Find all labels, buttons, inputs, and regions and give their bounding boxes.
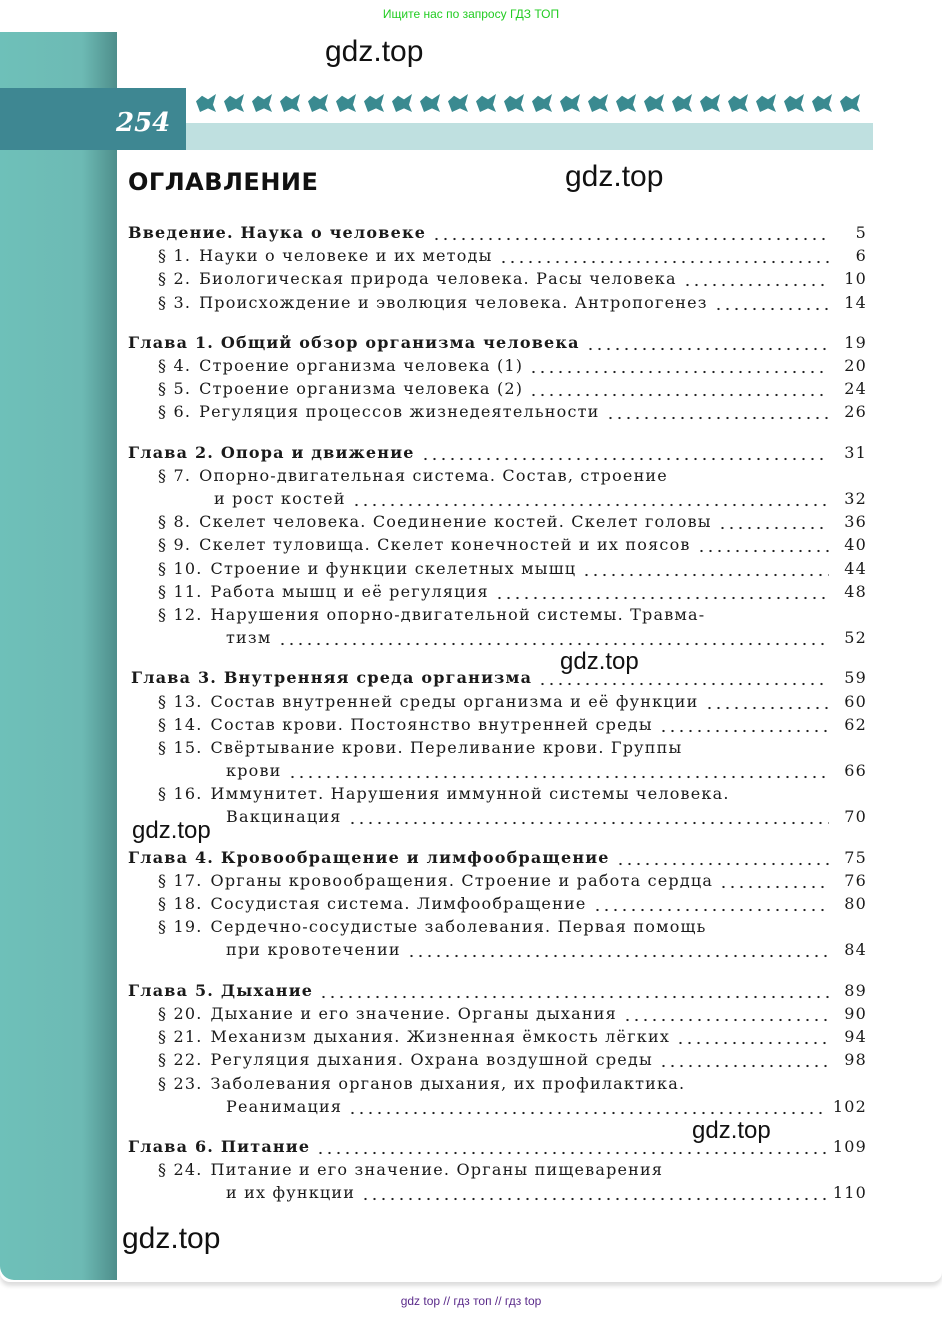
section-number: § 13. (158, 692, 203, 711)
toc-entry[interactable] (226, 1097, 867, 1119)
animal-icon (280, 94, 300, 112)
section-number: § 10. (158, 559, 203, 578)
page-ref: 89 (844, 981, 867, 1000)
animal-icon (420, 94, 440, 112)
entry-title: Органы кровообращения. Строение и работа сердца (210, 871, 714, 890)
section-number: § 3. (158, 293, 192, 312)
animal-icon (476, 94, 496, 112)
leader-dots (676, 1041, 829, 1045)
toc-entry[interactable] (158, 269, 867, 291)
leader-dots (683, 283, 829, 287)
leader-dots (288, 775, 829, 779)
animal-icon (644, 94, 664, 112)
page-ref: 109 (832, 1137, 867, 1156)
entry-title: Свёртывание крови. Переливание крови. Группы (210, 738, 683, 757)
search-hint-banner: Ищите нас по запросу ГДЗ ТОП (382, 7, 560, 21)
animal-icon (672, 94, 692, 112)
entry-title: Строение и функции скелетных мышц (210, 559, 577, 578)
toc-entry[interactable] (158, 871, 867, 893)
entry-title: Питание и его значение. Органы пищеварения (210, 1160, 664, 1179)
entry-title-continued: и рост костей (214, 489, 346, 508)
leader-dots (495, 596, 829, 600)
entry-title-continued: крови (226, 761, 282, 780)
toc-entry[interactable] (226, 1183, 867, 1205)
toc-entry[interactable] (158, 692, 867, 714)
leader-dots (718, 526, 829, 530)
page-number: 254 (116, 108, 171, 138)
page-ref: 31 (844, 443, 867, 462)
animal-icon (224, 94, 244, 112)
toc-entry[interactable] (158, 246, 867, 268)
entry-title: Опорно-двигательная система. Состав, строение (199, 466, 668, 485)
leader-dots (705, 706, 829, 710)
toc-entry[interactable] (226, 761, 867, 783)
leader-dots (659, 729, 829, 733)
toc-entry[interactable] (158, 293, 867, 315)
page-ref: 6 (855, 246, 867, 265)
animal-icon (728, 94, 748, 112)
leader-dots (586, 347, 829, 351)
toc-chapter[interactable] (128, 333, 867, 355)
toc-entry[interactable] (158, 715, 867, 737)
toc-entry-line (158, 466, 668, 485)
page-ref: 24 (844, 379, 867, 398)
section-number: § 2. (158, 269, 192, 288)
toc-chapter[interactable] (128, 223, 867, 245)
page-ref: 94 (844, 1027, 867, 1046)
entry-title: Скелет туловища. Скелет конечностей и их поясов (199, 535, 691, 554)
watermark: gdz.top (565, 160, 664, 193)
leader-dots (623, 1018, 829, 1022)
section-number: § 12. (158, 605, 203, 624)
page-ref: 60 (844, 692, 867, 711)
leader-dots (719, 885, 829, 889)
page-ref: 10 (844, 269, 867, 288)
toc-entry[interactable] (158, 402, 867, 424)
leader-dots (593, 908, 830, 912)
page-ref: 84 (844, 940, 867, 959)
entry-title: Сосудистая система. Лимфообращение (210, 894, 587, 913)
section-number: § 4. (158, 356, 192, 375)
page-ref: 98 (844, 1050, 867, 1069)
entry-title: Глава 3. Внутренняя среда организма (131, 668, 533, 687)
leader-dots (714, 307, 829, 311)
footer-links: gdz top // гдз топ // гдз top (400, 1294, 542, 1308)
header-band (186, 123, 873, 150)
section-number: § 15. (158, 738, 203, 757)
leader-dots (606, 416, 829, 420)
toc-chapter[interactable] (128, 848, 867, 870)
entry-title: Строение организма человека (2) (199, 379, 524, 398)
animal-icon (812, 94, 832, 112)
section-number: § 22. (158, 1050, 203, 1069)
animal-icon (840, 94, 860, 112)
entry-title: Глава 2. Опора и движение (128, 443, 415, 462)
leader-dots (697, 549, 829, 553)
page-ref: 62 (844, 715, 867, 734)
section-number: § 1. (158, 246, 192, 265)
toc-entry-line (158, 784, 730, 803)
toc-chapter[interactable] (128, 1137, 867, 1159)
toc-entry[interactable] (158, 582, 867, 604)
page-ref: 110 (832, 1183, 867, 1202)
entry-title: Регуляция процессов жизнедеятельности (199, 402, 600, 421)
entry-title: Биологическая природа человека. Расы человека (199, 269, 677, 288)
toc-entry-line (158, 605, 705, 624)
toc-entry[interactable] (158, 535, 867, 557)
leader-dots (432, 237, 829, 241)
leader-dots (348, 821, 830, 825)
section-number: § 19. (158, 917, 203, 936)
entry-title: Иммунитет. Нарушения иммунной системы человека. (210, 784, 730, 803)
entry-title-continued: Реанимация (226, 1097, 343, 1116)
toc-entry-line (158, 1074, 685, 1093)
toc-entry-line (158, 1160, 663, 1179)
section-number: § 7. (158, 466, 192, 485)
leader-dots (407, 954, 829, 958)
section-number: § 18. (158, 894, 203, 913)
section-number: § 14. (158, 715, 203, 734)
toc-entry-line (158, 917, 707, 936)
watermark: gdz.top (560, 648, 639, 675)
entry-title: Глава 4. Кровообращение и лимфообращение (128, 848, 610, 867)
toc-entry[interactable] (158, 356, 867, 378)
toc-entry[interactable] (158, 1027, 867, 1049)
page-ref: 75 (844, 848, 867, 867)
toc-entry-line (158, 738, 682, 757)
entry-title: Происхождение и эволюция человека. Антропогенез (199, 293, 708, 312)
leader-dots (319, 995, 829, 999)
entry-title: Введение. Наука о человеке (128, 223, 427, 242)
section-number: § 24. (158, 1160, 203, 1179)
entry-title: Науки о человеке и их методы (199, 246, 493, 265)
entry-title-continued: Вакцинация (226, 807, 342, 826)
page-ref: 59 (844, 668, 867, 687)
section-number: § 5. (158, 379, 192, 398)
page-ref: 48 (844, 582, 867, 601)
watermark: gdz.top (692, 1117, 771, 1144)
entry-title: Работа мышц и её регуляция (210, 582, 489, 601)
entry-title: Состав внутренней среды организма и её функции (210, 692, 699, 711)
animal-icon (784, 94, 804, 112)
animal-icon (700, 94, 720, 112)
section-number: § 8. (158, 512, 192, 531)
watermark: gdz.top (122, 1222, 221, 1255)
entry-title: Дыхание и его значение. Органы дыхания (210, 1004, 617, 1023)
page-ref: 80 (844, 894, 867, 913)
animal-icon (336, 94, 356, 112)
book-page (0, 32, 942, 1282)
entry-title: Регуляция дыхания. Охрана воздушной среды (210, 1050, 653, 1069)
leader-dots (421, 457, 829, 461)
entry-title: Сердечно-сосудистые заболевания. Первая помощь (210, 917, 707, 936)
section-number: § 6. (158, 402, 192, 421)
leader-dots (499, 260, 829, 264)
page-title: ОГЛАВЛЕНИЕ (128, 168, 319, 196)
entry-title: Строение организма человека (1) (199, 356, 524, 375)
entry-title-continued: и их функции (226, 1183, 356, 1202)
page-ref: 36 (844, 512, 867, 531)
page-ref: 32 (844, 489, 867, 508)
leader-dots (582, 573, 829, 577)
animal-silhouettes-icon (196, 94, 860, 112)
leader-dots (659, 1064, 829, 1068)
page-ref: 5 (855, 223, 867, 242)
toc-entry[interactable] (158, 379, 867, 401)
watermark: gdz.top (325, 35, 424, 68)
leader-dots (348, 1111, 827, 1115)
toc-entry[interactable] (158, 559, 867, 581)
watermark: gdz.top (132, 817, 211, 844)
entry-title: Механизм дыхания. Жизненная ёмкость лёгких (210, 1027, 671, 1046)
entry-title: Скелет человека. Соединение костей. Скелет головы (199, 512, 712, 531)
page-ref: 76 (844, 871, 867, 890)
toc-chapter[interactable] (128, 981, 867, 1003)
page-ref: 102 (832, 1097, 867, 1116)
section-number: § 21. (158, 1027, 203, 1046)
section-number: § 11. (158, 582, 203, 601)
toc-entry[interactable] (158, 512, 867, 534)
toc-chapter[interactable] (128, 443, 867, 465)
section-number: § 16. (158, 784, 203, 803)
page-ref: 70 (844, 807, 867, 826)
section-number: § 23. (158, 1074, 203, 1093)
animal-icon (588, 94, 608, 112)
leader-dots (529, 393, 829, 397)
animal-icon (252, 94, 272, 112)
leader-dots (352, 503, 829, 507)
toc-entry[interactable] (158, 1050, 867, 1072)
entry-title: Заболевания органов дыхания, их профилактика. (210, 1074, 686, 1093)
page-ref: 20 (844, 356, 867, 375)
page-ref: 26 (844, 402, 867, 421)
entry-title: Глава 6. Питание (128, 1137, 311, 1156)
animal-icon (504, 94, 524, 112)
toc-entry[interactable] (226, 628, 867, 650)
page-ref: 44 (844, 559, 867, 578)
animal-icon (532, 94, 552, 112)
leader-dots (361, 1197, 827, 1201)
animal-icon (196, 94, 216, 112)
page-ref: 52 (844, 628, 867, 647)
page-ref: 14 (844, 293, 867, 312)
page-ref: 90 (844, 1004, 867, 1023)
page-side-band (0, 32, 117, 1280)
animal-icon (616, 94, 636, 112)
page-ref: 19 (844, 333, 867, 352)
toc-entry[interactable] (158, 894, 867, 916)
animal-icon (756, 94, 776, 112)
animal-icon (392, 94, 412, 112)
animal-icon (364, 94, 384, 112)
toc-entry[interactable] (214, 489, 867, 511)
leader-dots (529, 370, 829, 374)
toc-chapter[interactable] (131, 668, 867, 690)
leader-dots (616, 862, 829, 866)
toc-entry[interactable] (226, 940, 867, 962)
animal-icon (560, 94, 580, 112)
section-number: § 9. (158, 535, 192, 554)
toc-entry[interactable] (226, 807, 867, 829)
animal-icon (448, 94, 468, 112)
toc-entry[interactable] (158, 1004, 867, 1026)
entry-title: Нарушения опорно-двигательной системы. Травма- (210, 605, 706, 624)
section-number: § 20. (158, 1004, 203, 1023)
leader-dots (278, 642, 830, 646)
section-number: § 17. (158, 871, 203, 890)
entry-title-continued: при кровотечении (226, 940, 401, 959)
leader-dots (316, 1151, 827, 1155)
page-number-box (0, 88, 186, 150)
entry-title: Глава 1. Общий обзор организма человека (128, 333, 580, 352)
entry-title: Состав крови. Постоянство внутренней среды (210, 715, 653, 734)
entry-title: Глава 5. Дыхание (128, 981, 314, 1000)
page-ref: 66 (844, 761, 867, 780)
animal-icon (308, 94, 328, 112)
page-ref: 40 (844, 535, 867, 554)
leader-dots (538, 682, 829, 686)
entry-title-continued: тизм (226, 628, 272, 647)
